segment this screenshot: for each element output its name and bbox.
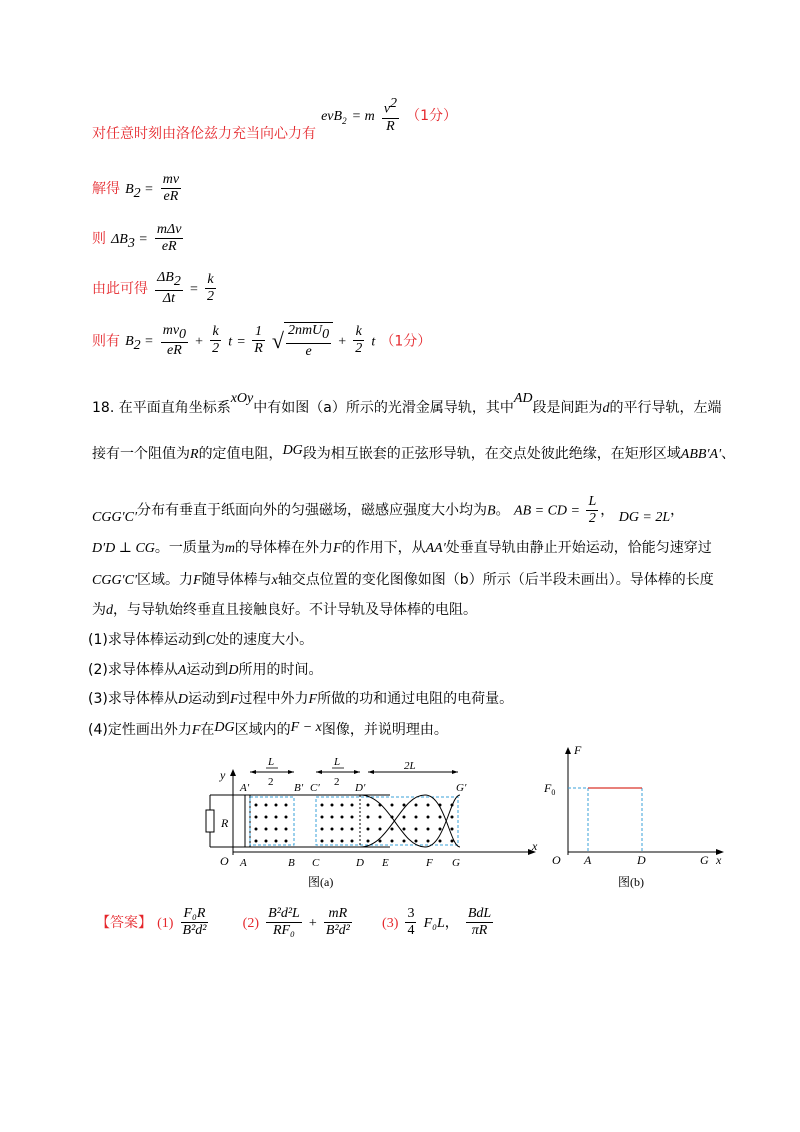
- formula-lhs: $B_2$ =: [125, 334, 154, 354]
- problem-paragraph: [92, 494, 772, 527]
- formula-lhs: $\Delta B_3$ =: [111, 232, 148, 251]
- solution-text: 解得: [92, 181, 120, 197]
- math: F: [308, 692, 318, 707]
- math: AD: [513, 391, 533, 406]
- point-label: C: [312, 857, 320, 869]
- formula-lhs: evB$_2$: [321, 108, 347, 126]
- solution-line-1: [92, 96, 458, 142]
- math: D: [228, 663, 239, 678]
- problem-text: ，: [670, 502, 685, 519]
- problem-text: 的定值电阻，: [198, 446, 283, 462]
- fraction: $\frac{k}{2}$: [355, 324, 363, 357]
- operator: +: [308, 916, 317, 931]
- fraction: $\frac{mR}{\text{B²d²}}$: [325, 906, 350, 938]
- y-axis-label: y: [220, 768, 226, 782]
- problem-text: 区域。力: [137, 572, 194, 588]
- point-label: C′: [310, 782, 320, 794]
- problem-text: 所做的功和通过电阻的电荷量。: [317, 691, 514, 707]
- math: AB = CD =: [514, 503, 580, 519]
- fraction: $\frac{\text{mΔv}}{eR}$: [156, 222, 182, 254]
- problem-text: 运动到: [187, 691, 230, 707]
- question-4: [88, 720, 748, 741]
- x-axis-label: x: [532, 839, 538, 853]
- problem-text: 段是间距为: [532, 400, 603, 416]
- math: ABB′A′: [680, 447, 722, 462]
- math: F₀L: [423, 916, 445, 931]
- math: D: [177, 692, 188, 707]
- fraction: $\frac{mv}{eR}$: [162, 172, 180, 204]
- point-label: B: [288, 857, 295, 869]
- point-label: G′: [456, 782, 467, 794]
- problem-paragraph: [92, 538, 772, 559]
- separator: ，: [444, 915, 459, 931]
- math: F: [193, 573, 202, 588]
- problem-text: 的导体棒在外力: [235, 540, 334, 556]
- problem-text: 随导体棒与: [201, 572, 272, 588]
- sqrt: $\frac{2nmU_0}{e}$: [284, 322, 333, 360]
- point-label: E: [382, 857, 389, 869]
- dim-label: 2L: [404, 760, 416, 772]
- x-axis-label: x: [716, 853, 722, 867]
- math: D′D ⊥ CG: [92, 541, 155, 556]
- dim-label: L: [334, 756, 341, 768]
- fraction: $\frac{k}{2}$: [212, 324, 220, 357]
- solution-line-2: [92, 172, 183, 205]
- math: CGG′C′: [92, 509, 138, 525]
- math: x: [271, 573, 278, 588]
- math: F: [229, 692, 239, 707]
- math: d: [602, 401, 610, 416]
- fraction: $\frac{3}{4}$: [407, 906, 415, 938]
- resistor: [206, 810, 214, 832]
- answer-index: (3): [382, 916, 399, 931]
- origin-label: O: [552, 853, 561, 867]
- problem-text: 。: [495, 502, 510, 519]
- fraction: $\frac{\text{B²d²L}}{\text{RF₀}}$: [268, 906, 300, 938]
- solution-line-4: 由此可得 $\frac{\Delta B_2}{\Delta t}$ = $\frac{k}{2}$: [92, 270, 214, 306]
- problem-text: 图像，并说明理由。: [321, 722, 448, 738]
- point-label: D: [356, 857, 364, 869]
- fraction: $\frac{\text{F₀R}}{\text{B²d²}}$: [182, 906, 207, 938]
- solution-text: 对任意时刻由洛伦兹力充当向心力有: [92, 125, 316, 142]
- dim-label: L: [268, 756, 275, 768]
- problem-text: 处垂直导轨由静止开始运动，恰能匀速穿过: [445, 540, 712, 556]
- problem-text: 分布有垂直于纸面向外的匀强磁场，磁感应强度大小均为: [137, 502, 488, 519]
- dim-label: 2: [334, 776, 340, 788]
- problem-paragraph: [92, 391, 752, 419]
- problem-text: 轴交点位置的变化图像如图（b）所示（后半段未画出）。导体棒的长度: [277, 572, 714, 588]
- y-axis-label: F: [574, 743, 582, 757]
- problem-paragraph: [92, 570, 772, 591]
- math: F − x: [290, 720, 322, 735]
- solution-text: 则有: [92, 333, 120, 350]
- math: AA′: [425, 541, 446, 556]
- problem-text: 的作用下，从: [341, 540, 426, 556]
- resistor-label: R: [221, 816, 229, 830]
- problem-text: 接有一个阻值为: [92, 446, 190, 462]
- score-label: （1分）: [406, 107, 458, 124]
- point-label: F: [426, 857, 433, 869]
- question-3: [88, 689, 748, 710]
- solution-text: 由此可得: [92, 280, 148, 297]
- sine-rail-1: [360, 795, 460, 847]
- answer-index: (1): [157, 916, 174, 931]
- math: CGG′C′: [92, 573, 138, 588]
- formula-lhs: $B_2$ =: [125, 182, 154, 201]
- fraction: $\frac{\Delta B_2}{\Delta t}$: [157, 270, 181, 306]
- origin-label: O: [220, 854, 229, 868]
- x-tick: D: [637, 853, 646, 867]
- math: F: [191, 723, 201, 738]
- math: C: [205, 633, 216, 648]
- problem-text: (1)求导体棒运动到: [88, 632, 206, 648]
- problem-text: 中有如图（a）所示的光滑金属导轨，其中: [253, 400, 514, 416]
- math: xOy: [230, 391, 254, 406]
- point-label: A′: [240, 782, 250, 794]
- sine-rail-2: [360, 795, 460, 847]
- problem-text: 的平行导轨，左端: [609, 400, 722, 416]
- solution-line-3: [92, 222, 185, 255]
- variable: t: [371, 334, 376, 350]
- fraction: $\frac{L}{2}$: [588, 494, 597, 526]
- problem-paragraph: [92, 444, 752, 465]
- formula-eq: = m: [351, 108, 375, 124]
- answer-tag: 【答案】: [96, 915, 152, 931]
- problem-paragraph: [92, 600, 752, 621]
- f0-label: $F_0$: [544, 781, 556, 797]
- math: F: [333, 541, 342, 556]
- answer-line: [96, 906, 495, 939]
- score-label: （1分）: [380, 333, 432, 350]
- question-1: [88, 630, 748, 651]
- problem-text: 为: [92, 602, 106, 618]
- problem-text: 在平面直角坐标系: [118, 400, 231, 416]
- problem-text: (3)求导体棒从: [88, 691, 178, 707]
- problem-number: 18.: [92, 400, 115, 416]
- problem-text: 所用的时间。: [238, 662, 323, 678]
- point-label: A: [240, 857, 247, 869]
- problem-text: (4)定性画出外力: [88, 722, 192, 738]
- figure-b: [540, 740, 730, 890]
- answer-index: (2): [242, 916, 259, 931]
- x-tick: A: [584, 853, 592, 867]
- problem-text: 。一质量为: [154, 540, 225, 556]
- fraction: $\frac{\text{BdL}}{\pi R}$: [467, 906, 492, 938]
- problem-text: 过程中外力: [238, 691, 309, 707]
- field-dots: [255, 804, 454, 843]
- math: A: [177, 663, 187, 678]
- problem-text: 区域内的: [234, 722, 291, 738]
- figure-a: [190, 755, 540, 895]
- solution-line-5: 则有 $B_2$ = $\frac{mv_0}{eR}$ + $\frac{k}{2}$ t = $\frac{1}{R}$ √ $\frac{2nmU_0}{e}$ + $\frac{k}{2}$ t （1分）: [92, 322, 432, 359]
- problem-text: 在: [200, 722, 215, 738]
- math: B: [487, 503, 496, 519]
- math: DG = 2L: [618, 509, 671, 525]
- problem-text: 段为相互嵌套的正弦形导轨，在交点处彼此绝缘，在矩形区域: [302, 446, 681, 462]
- fraction: $\frac{v^2}{R}$: [383, 96, 398, 134]
- problem-text: 运动到: [186, 662, 229, 678]
- math: DG: [214, 720, 235, 735]
- dim-label: 2: [268, 776, 274, 788]
- x-tick: G: [700, 853, 709, 867]
- fraction: $\frac{1}{R}$: [254, 324, 263, 357]
- problem-text: ，: [600, 502, 615, 519]
- math: DG: [282, 443, 303, 458]
- point-label: D′: [355, 782, 366, 794]
- figure-caption: 图(b): [618, 875, 644, 889]
- math: d: [106, 603, 113, 618]
- problem-text: 、: [721, 446, 736, 462]
- math: R: [190, 447, 199, 462]
- figure-caption: 图(a): [308, 875, 334, 889]
- question-2: [88, 660, 748, 681]
- problem-text: 处的速度大小。: [215, 632, 314, 648]
- point-label: G: [452, 857, 460, 869]
- fraction: $\frac{mv_0}{eR}$: [162, 322, 187, 359]
- solution-text: 则: [92, 231, 106, 247]
- math: m: [224, 541, 236, 556]
- variable: t: [228, 334, 233, 350]
- problem-text: (2)求导体棒从: [88, 662, 178, 678]
- fraction: $\frac{k}{2}$: [206, 271, 214, 304]
- problem-text: ，与导轨始终垂直且接触良好。不计导轨及导体棒的电阻。: [113, 602, 477, 618]
- point-label: B′: [294, 782, 304, 794]
